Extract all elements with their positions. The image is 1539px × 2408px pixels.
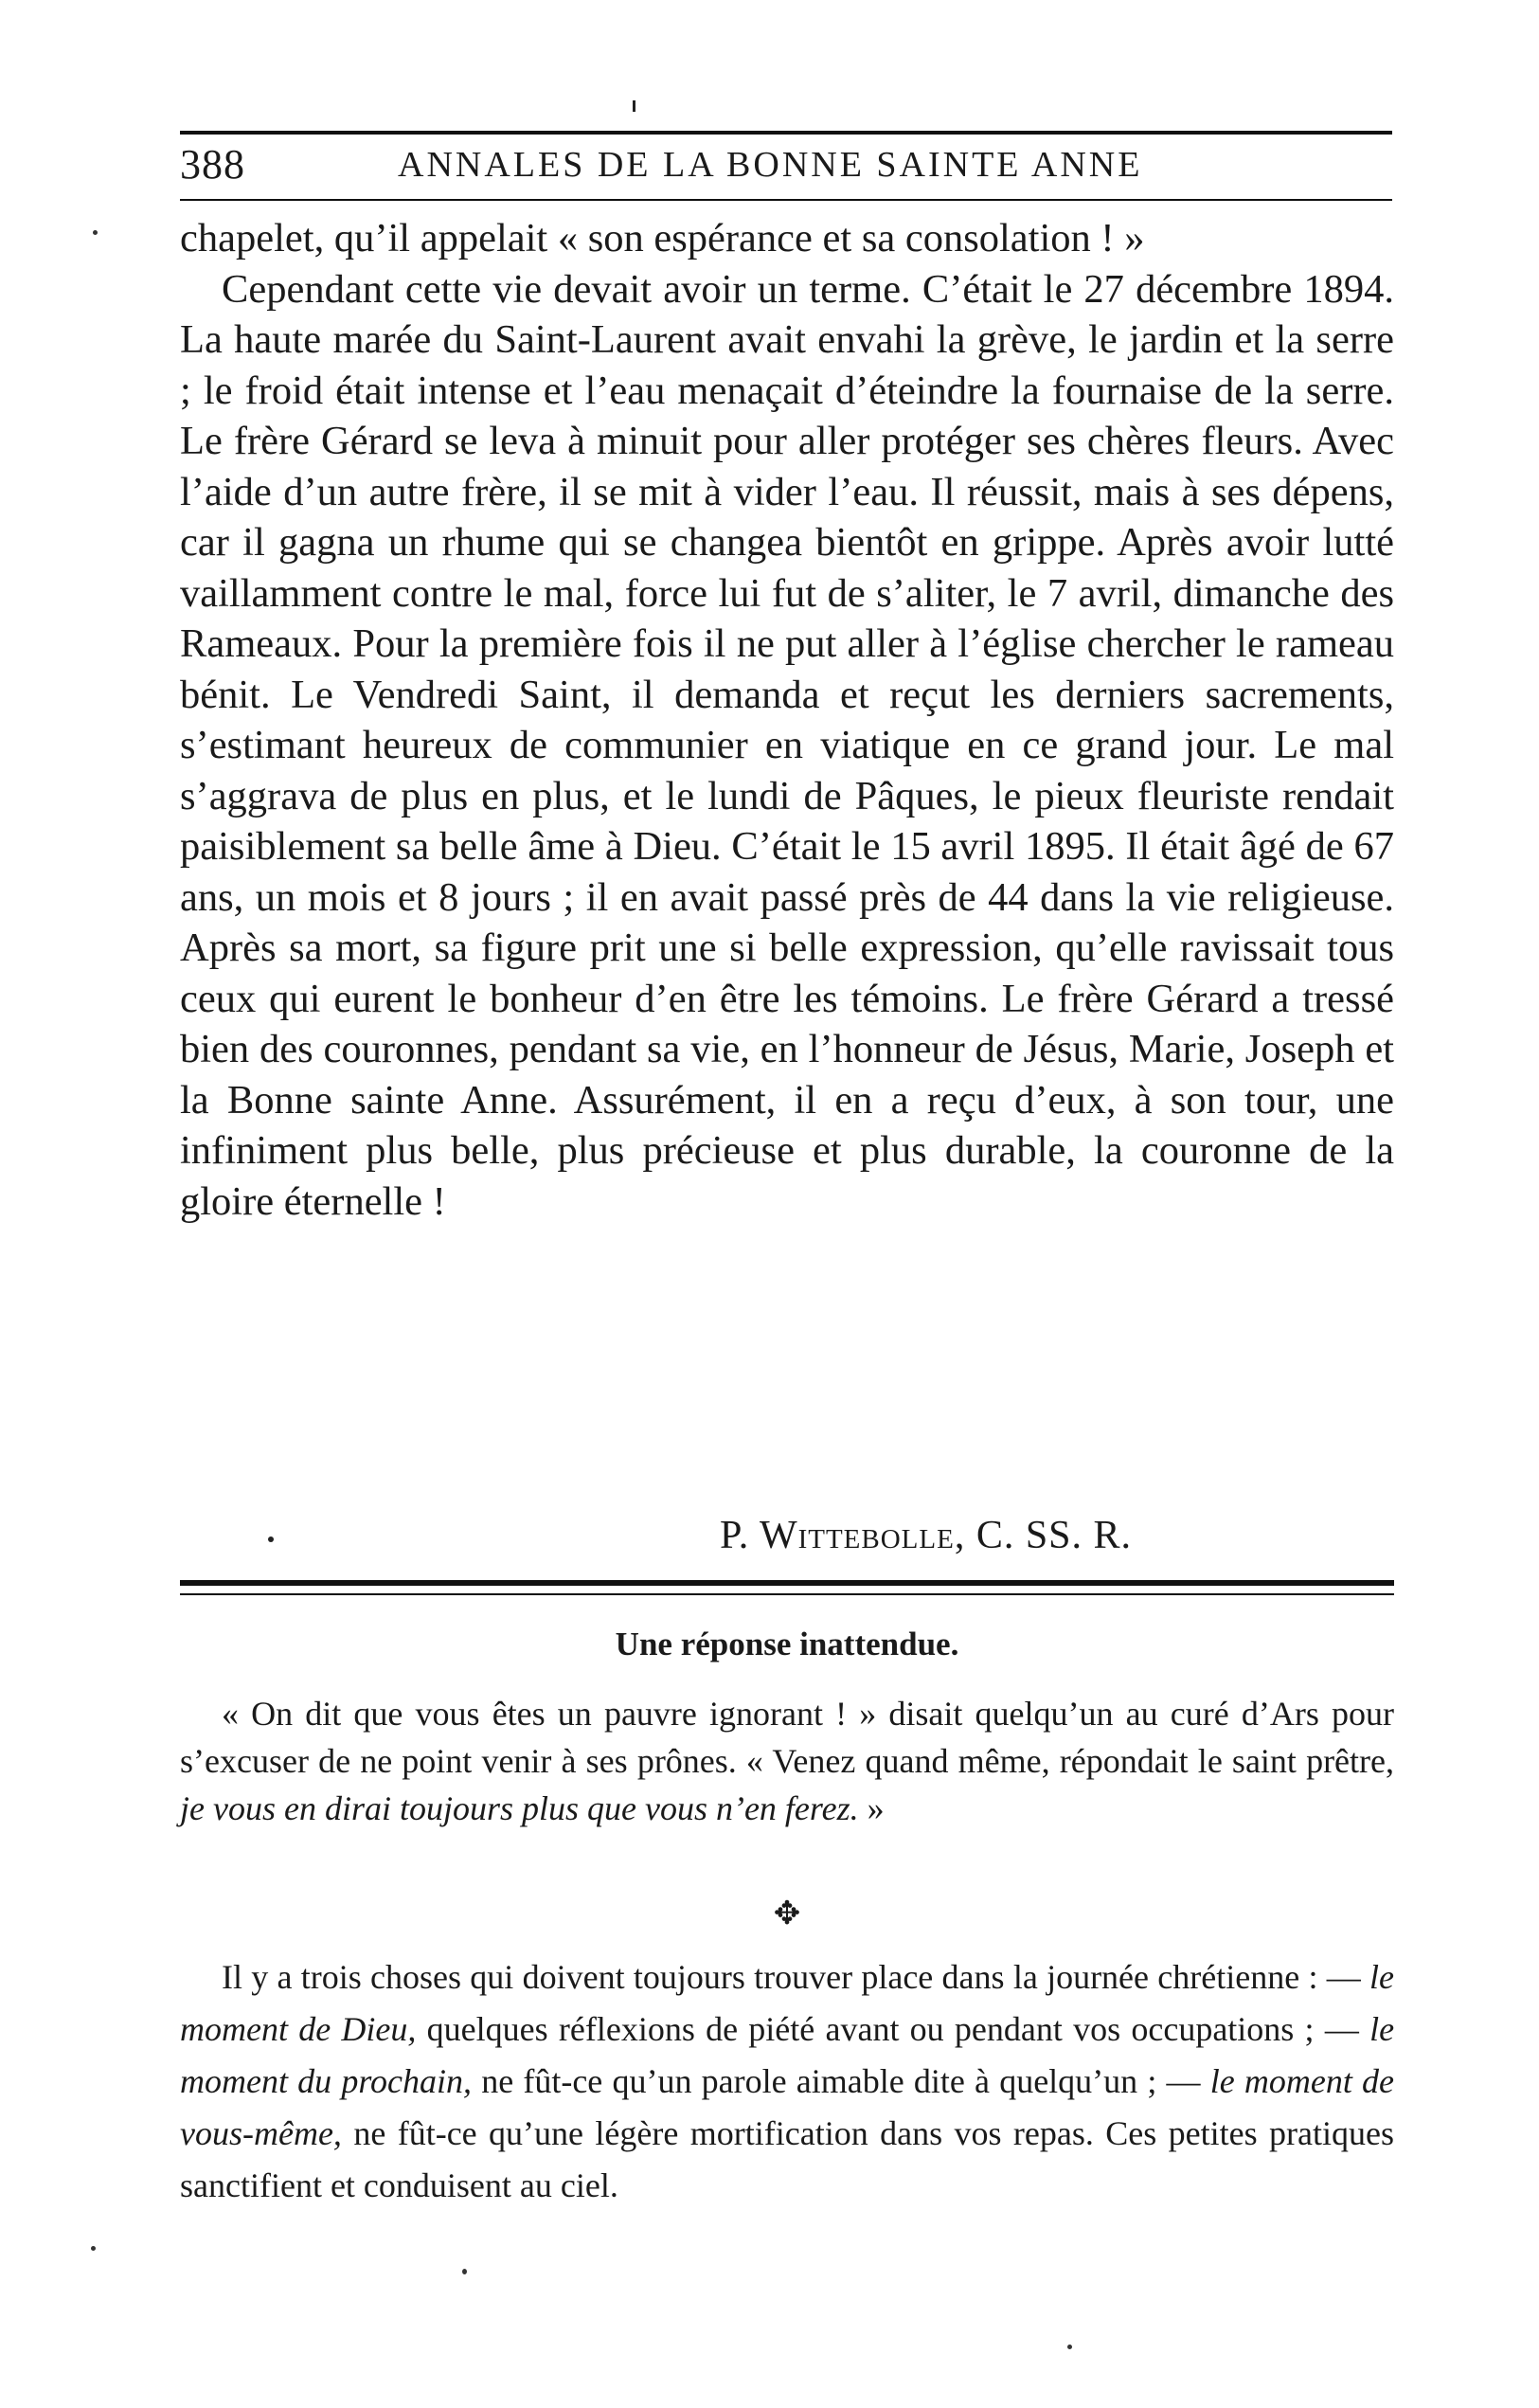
maxim-text: ne fût-ce qu’un parole aimable dite à quelqu’un ; bbox=[481, 2062, 1157, 2100]
page-header bbox=[180, 140, 1392, 197]
anecdote-text: « On dit que vous êtes un pauvre ignorant ! » disait quelqu’un au curé d’Ars pour s’excuser de ne point venir à ses prônes. « Venez quand même, répondait le saint prêtre, bbox=[180, 1695, 1394, 1780]
anecdote-paragraph bbox=[180, 1690, 1394, 1832]
stray-dot bbox=[268, 1536, 274, 1542]
fleuron-ornament-icon: ✥ bbox=[773, 1896, 801, 1932]
article-body bbox=[180, 213, 1394, 1227]
page-number: 388 bbox=[180, 141, 245, 188]
section-separator-thick bbox=[180, 1580, 1394, 1586]
running-title: ANNALES DE LA BONNE SAINTE ANNE bbox=[398, 145, 1143, 185]
author-signature: P. Wittebolle, C. SS. R. bbox=[720, 1514, 1133, 1557]
paper-speck bbox=[1067, 2345, 1072, 2349]
anecdote-closing-quote: » bbox=[867, 1789, 885, 1827]
maxim-italic-god: le moment de Dieu, bbox=[180, 1958, 1395, 2048]
header-top-rule bbox=[180, 131, 1392, 135]
anecdote-quote-italic: je vous en dirai toujours plus que vous n’en ferez. bbox=[180, 1789, 859, 1827]
maxim-italic-self: le moment de vous-même, bbox=[180, 2062, 1395, 2152]
header-bottom-rule bbox=[180, 199, 1392, 201]
paper-speck bbox=[462, 2269, 467, 2274]
maxim-dash: — bbox=[1324, 2010, 1359, 2048]
maxim-text: Il y a trois choses qui doivent toujours trouver place dans la journée chrétienne : bbox=[222, 1958, 1318, 1996]
anecdote-title: Une réponse inattendue. bbox=[615, 1626, 959, 1662]
section-separator-thin bbox=[180, 1593, 1394, 1595]
paper-speck bbox=[93, 230, 98, 235]
paragraph-death-account: Cependant cette vie devait avoir un terme. C’était le 27 décembre 1894. La haute marée du Saint-Laurent avait envahi la grève, le jardin et la serre ; le froid était intense et l’eau menaçait d’éteindre la fournaise de la serre. Le frère Gérard se leva à minuit pour aller protéger ses chères fleurs. Avec l’aide d’un autre frère, il se mit à vider l’eau. Il réussit, mais à ses dépens, car il gagna un rhume qui se changea bientôt en grippe. Après avoir lutté vaillamment contre le mal, force lui fut de s’aliter, le 7 avril, dimanche des Rameaux. Pour la première fois il ne put aller à l’église chercher le rameau bénit. Le Vendredi Saint, il demanda et reçut les derniers sacrements, s’estimant heureux de communier en viatique en ce grand jour. Le mal s’aggrava de plus en plus, et le lundi de Pâques, le pieux fleuriste rendait paisiblement sa belle âme à Dieu. C’était le 15 avril 1895. Il était âgé de 67 ans, un mois et 8 jours ; il en avait passé près de 44 dans la vie religieuse. Après sa mort, sa figure prit une si belle expression, qu’elle ravissait tous ceux qui eurent le bonheur d’en être les témoins. Le frère Gérard a tressé bien des couronnes, pendant sa vie, en l’honneur de Jésus, Marie, Joseph et la Bonne sainte Anne. Assurément, il en a reçu d’eux, à son tour, une infiniment plus belle, plus précieuse et plus durable, la couronne de la gloire éternelle ! bbox=[180, 266, 1394, 1224]
maxim-italic-neighbour: le moment du prochain, bbox=[180, 2010, 1395, 2100]
maxim-text: quelques réflexions de piété avant ou pendant vos occupations ; bbox=[426, 2010, 1315, 2048]
maxim-dash: — bbox=[1326, 1958, 1361, 1996]
paragraph-continuation: chapelet, qu’il appelait « son espérance et sa consolation ! » bbox=[180, 216, 1145, 261]
printer-mark bbox=[633, 100, 635, 112]
paper-speck bbox=[91, 2246, 96, 2251]
maxim-paragraph bbox=[180, 1951, 1394, 2212]
anecdote-body bbox=[180, 1690, 1394, 1832]
maxim-dash: — bbox=[1166, 2062, 1201, 2100]
maxim-body bbox=[180, 1951, 1394, 2212]
maxim-text: ne fût-ce qu’une légère mortification dans vos repas. Ces petites pratiques sanctifient et conduisent au ciel. bbox=[180, 2114, 1395, 2204]
